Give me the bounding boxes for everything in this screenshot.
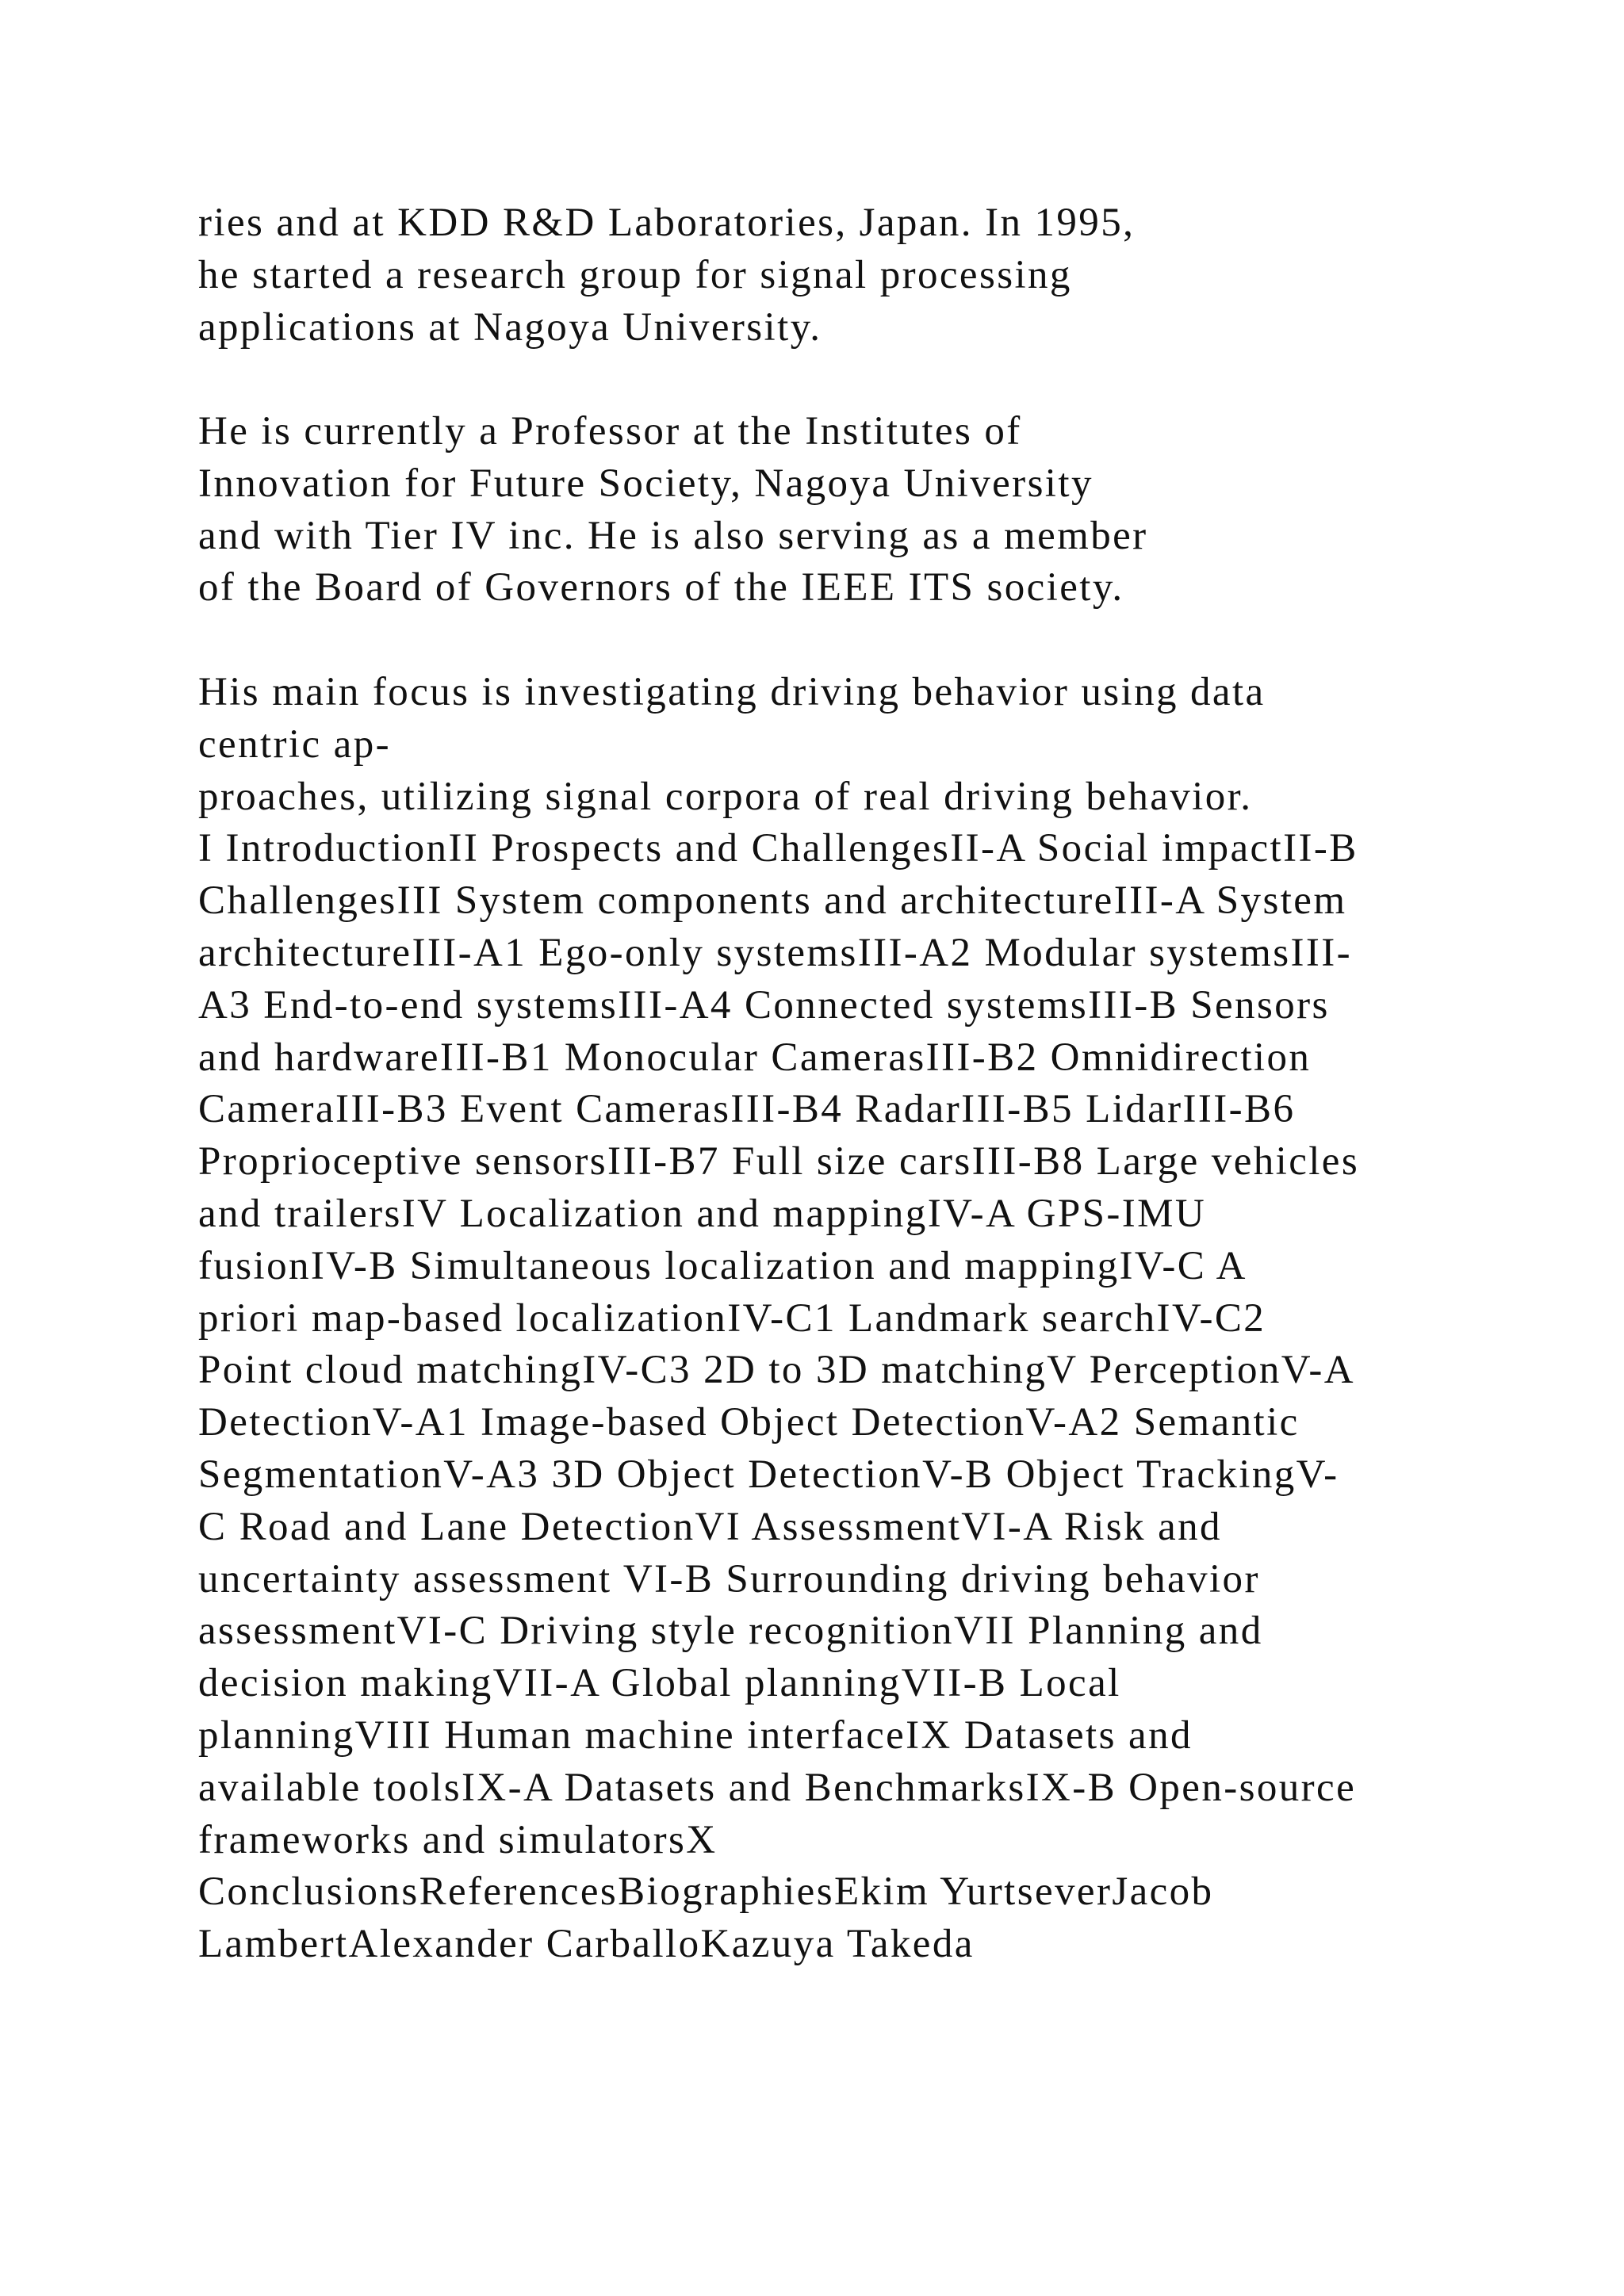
text-line: applications at Nagoya University. <box>198 304 822 350</box>
text-line: and trailersIV Localization and mappingIV-A GPS-IMU <box>198 1191 1207 1236</box>
text-line: frameworks and simulatorsX <box>198 1817 718 1862</box>
paragraph-research-focus-and-contents <box>198 667 1435 1971</box>
text-line: SegmentationV-A3 3D Object DetectionV-B Object TrackingV- <box>198 1452 1339 1497</box>
text-line: fusionIV-B Simultaneous localization and mappingIV-C A <box>198 1243 1247 1288</box>
text-line: DetectionV-A1 Image-based Object DetectionV-A2 Semantic <box>198 1400 1300 1445</box>
text-line: ChallengesIII System components and architectureIII-A System <box>198 878 1347 924</box>
text-line: CameraIII-B3 Event CamerasIII-B4 RadarIII-B5 LidarIII-B6 <box>198 1087 1296 1132</box>
text-line: architectureIII-A1 Ego-only systemsIII-A2 Modular systemsIII- <box>198 930 1352 975</box>
text-line: and with Tier IV inc. He is also serving as a member <box>198 513 1148 558</box>
text-line: available toolsIX-A Datasets and BenchmarksIX-B Open-source <box>198 1765 1357 1810</box>
text-line: LambertAlexander CarballoKazuya Takeda <box>198 1922 975 1967</box>
text-line: uncertainty assessment VI-B Surrounding driving behavior <box>198 1556 1260 1601</box>
text-line: I IntroductionII Prospects and ChallengesII-A Social impactII-B <box>198 826 1358 871</box>
text-line: centric ap- <box>198 721 392 767</box>
text-line: C Road and Lane DetectionVI AssessmentVI-A Risk and <box>198 1504 1222 1549</box>
text-line: Proprioceptive sensorsIII-B7 Full size carsIII-B8 Large vehicles <box>198 1139 1360 1184</box>
text-line: Innovation for Future Society, Nagoya University <box>198 461 1094 506</box>
paragraph-research-history <box>198 197 1435 354</box>
text-line: and hardwareIII-B1 Monocular CamerasIII-B2 Omnidirection <box>198 1035 1312 1080</box>
text-line: assessmentVI-C Driving style recognitionVII Planning and <box>198 1609 1263 1654</box>
paragraph-current-position <box>198 406 1435 614</box>
text-line: A3 End-to-end systemsIII-A4 Connected systemsIII-B Sensors <box>198 982 1330 1027</box>
text-line: ConclusionsReferencesBiographiesEkim YurtseverJacob <box>198 1869 1214 1915</box>
text-line: ries and at KDD R&D Laboratories, Japan. In 1995, <box>198 201 1136 245</box>
text-line: he started a research group for signal processing <box>198 252 1072 297</box>
text-line: Point cloud matchingIV-C3 2D to 3D matchingV PerceptionV-A <box>198 1348 1355 1393</box>
text-line: His main focus is investigating driving behavior using data <box>198 670 1266 714</box>
text-line: planningVIII Human machine interfaceIX Datasets and <box>198 1712 1193 1758</box>
text-line: of the Board of Governors of the IEEE ITS society. <box>198 565 1124 610</box>
text-line: priori map-based localizationIV-C1 Landmark searchIV-C2 <box>198 1295 1266 1341</box>
text-line: proaches, utilizing signal corpora of real driving behavior. <box>198 774 1253 819</box>
text-line: He is currently a Professor at the Institutes of <box>198 409 1022 453</box>
text-line: decision makingVII-A Global planningVII-B Local <box>198 1661 1121 1706</box>
